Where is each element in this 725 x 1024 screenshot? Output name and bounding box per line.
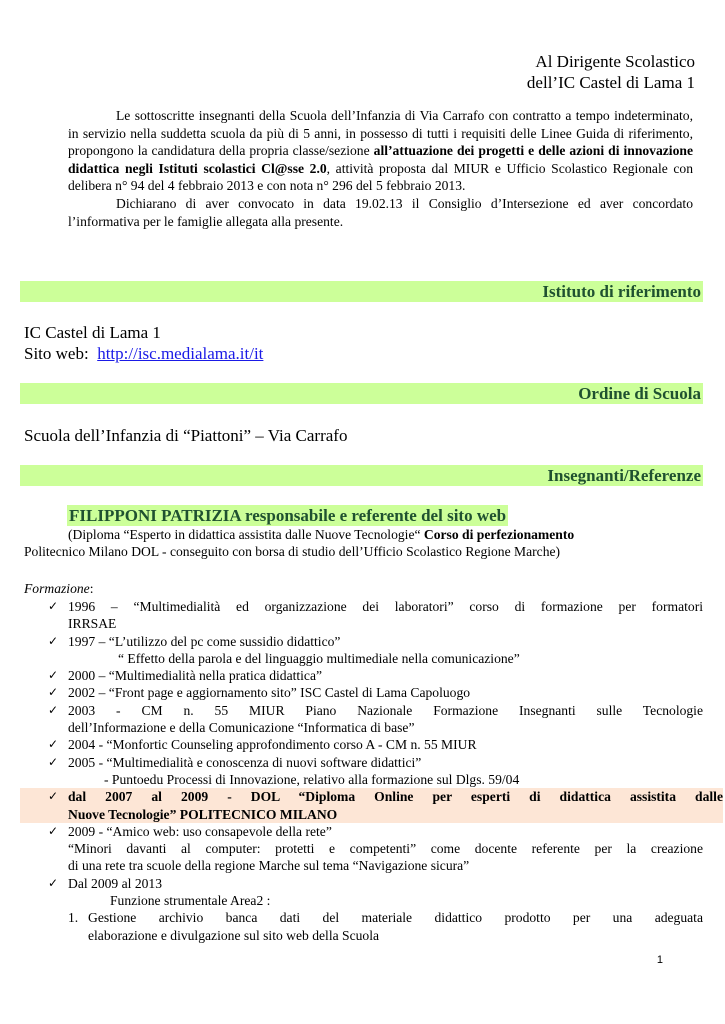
list-item — [48, 633, 703, 668]
istituto-site — [24, 343, 263, 364]
list-item-text: 2005 - “Multimedialità e conoscenza di nuovi software didattici” — [68, 754, 422, 770]
list-item-text: 1996 – “Multimedialità ed organizzazione dei laboratori” corso di formazione per formatori — [68, 599, 703, 614]
check-icon: ✓ — [48, 875, 59, 890]
check-icon: ✓ — [48, 754, 59, 769]
school-name: Scuola dell’Infanzia di “Piattoni” – Via Carrafo — [24, 426, 348, 445]
recipient-line-1: Al Dirigente Scolastico — [535, 52, 695, 71]
list-item-text: 1997 – “L’utilizzo del pc come sussidio didattico” — [68, 633, 341, 649]
list-item — [48, 667, 703, 684]
list-item — [48, 736, 703, 753]
diploma-line-2: Politecnico Milano DOL - conseguito con borsa di studio dell’Ufficio Scolastico Regione Marche) — [24, 544, 561, 559]
check-icon: ✓ — [48, 823, 59, 838]
intro-p1-bold: all’attuazione dei progetti e delle azioni di innovazione didattica negli Istituti scolastici Cl@sse 2.0 — [68, 143, 693, 176]
list-item-text: 2004 - “Monfortic Counseling approfondimento corso A - CM n. 55 MIUR — [68, 737, 477, 753]
section-header-insegnanti — [20, 465, 703, 486]
list-item-text: di una rete tra scuole della regione Marche sul tema “Navigazione sicura” — [68, 858, 470, 874]
check-icon: ✓ — [48, 685, 59, 700]
formazione-list — [48, 598, 723, 944]
intro-p1-text: Le sottoscritte insegnanti della Scuola dell’Infanzia di Via Carrafo con contratto a tempo indeterminato, in servizio nella suddetta scuola da più di 5 anni, in possesso di tutti i requisiti delle Linee Guida di riferimento, propongono la candidatura della propria classe/sezione — [68, 108, 693, 159]
list-item-text: Funzione strumentale Area2 : — [110, 893, 271, 909]
page-number: 1 — [656, 954, 663, 966]
intro-p1-text-end: , attività proposta dal MIUR e Ufficio Scolastico Regionale con delibera n° 94 del 4 febbraio 2013 e con nota n° 296 del 5 febbraio 2013. — [68, 160, 694, 194]
list-item-text: - Puntoedu Processi di Innovazione, relativo alla formazione sul Dlgs. 59/04 — [104, 771, 520, 787]
list-item — [48, 823, 703, 875]
section-title-istituto: Istituto di riferimento — [542, 282, 701, 301]
list-item — [48, 875, 703, 910]
diploma-block — [24, 526, 704, 560]
list-item — [48, 684, 703, 701]
diploma-bold: Corso di perfezionamento — [423, 527, 575, 542]
list-item-highlighted — [20, 788, 723, 823]
numbered-item — [48, 909, 703, 944]
section-header-ordine — [20, 383, 703, 404]
list-item-text: Dal 2009 al 2013 — [68, 875, 163, 891]
intro-paragraph-2: Dichiarano di aver convocato in data 19.02.13 il Consiglio d’Intersezione ed aver concordato l’informativa per le famiglie allegata alla presente. — [68, 195, 693, 229]
site-link[interactable]: http://isc.medialama.it/it — [97, 344, 264, 363]
check-icon: ✓ — [48, 702, 59, 717]
section-header-istituto — [20, 281, 703, 302]
check-icon: ✓ — [48, 633, 59, 648]
list-item-text: Nuove Tecnologie” POLITECNICO MILANO — [68, 806, 338, 822]
intro-paragraph-1 — [68, 107, 693, 195]
check-icon: ✓ — [48, 737, 59, 752]
diploma-text: (Diploma “Esperto in didattica assistita dalle Nuove Tecnologie“ — [68, 527, 424, 542]
recipient-block — [527, 51, 695, 93]
formazione-label-text: Formazione — [24, 581, 90, 596]
list-item-text: 2000 – “Multimedialità nella pratica didattica” — [68, 668, 323, 684]
referente-name: FILIPPONI PATRIZIA responsabile e referente del sito web — [69, 506, 507, 525]
list-item-text: dal 2007 al 2009 - DOL “Diploma Online per esperti di didattica assistita dalle — [68, 789, 723, 805]
list-item-text: 2002 – “Front page e aggiornamento sito” ISC Castel di Lama Capoluogo — [68, 685, 471, 701]
list-item — [48, 598, 703, 633]
list-item-text: dell’Informazione e della Comunicazione “Informatica di base” — [68, 720, 415, 736]
ordine-block — [24, 425, 347, 446]
diploma-line-1 — [24, 526, 704, 543]
list-item-text: 2009 - “Amico web: uso consapevole della rete” — [68, 823, 332, 839]
section-title-ordine: Ordine di Scuola — [578, 384, 701, 403]
formazione-label — [24, 580, 93, 597]
istituto-name: IC Castel di Lama 1 — [24, 323, 161, 342]
item-number: 1. — [68, 910, 79, 926]
list-item-text: IRRSAE — [68, 616, 117, 632]
formazione-colon: : — [89, 581, 94, 596]
check-icon: ✓ — [48, 668, 59, 683]
section-title-insegnanti: Insegnanti/Referenze — [547, 466, 701, 485]
istituto-block — [24, 322, 263, 364]
site-label: Sito web: — [24, 344, 89, 363]
intro-text — [68, 107, 693, 230]
recipient-line-2: dell’IC Castel di Lama 1 — [526, 73, 695, 92]
list-item-text: “ Effetto della parola e del linguaggio multimediale nella comunicazione” — [118, 650, 520, 666]
list-item-text: 2003 - CM n. 55 MIUR Piano Nazionale Formazione Insegnanti sulle Tecnologie — [68, 702, 703, 718]
list-item-text: Gestione archivio banca dati del materiale didattico prodotto per una adeguata — [88, 910, 703, 926]
list-item — [48, 754, 703, 789]
list-item-text: elaborazione e divulgazione sul sito web della Scuola — [88, 927, 380, 943]
check-icon: ✓ — [48, 789, 59, 804]
list-item-text: “Minori davanti al computer: protetti e competenti” come docente referente per la creazione — [68, 841, 703, 857]
list-item — [48, 702, 703, 737]
check-icon: ✓ — [48, 599, 59, 613]
